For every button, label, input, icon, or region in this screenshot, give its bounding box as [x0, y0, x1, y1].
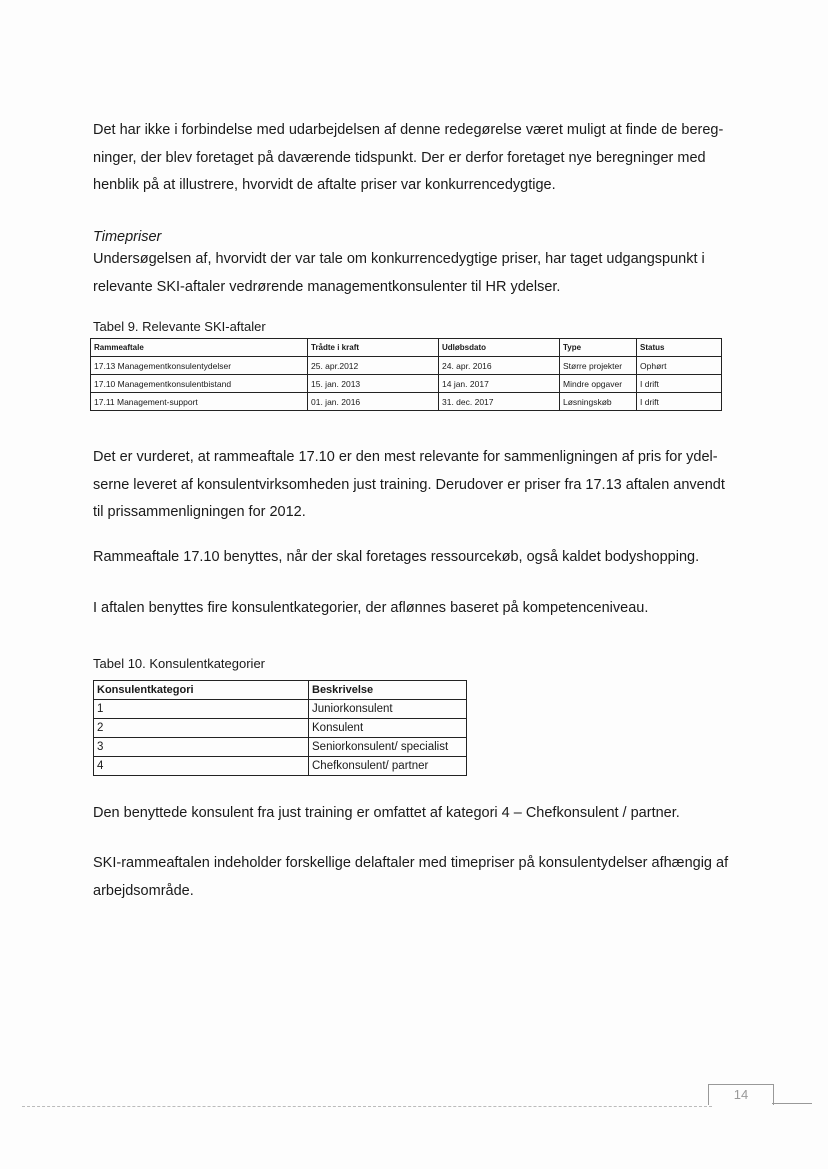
- table-cell: 15. jan. 2013: [308, 375, 439, 393]
- table-cell: Chefkonsulent/ partner: [309, 757, 467, 776]
- table-row: [91, 393, 722, 411]
- framework-paragraph: Rammeaftale 17.10 benyttes, når der skal foretages ressourcekøb, også kaldet bodyshopping.: [93, 549, 700, 565]
- table-row: [94, 757, 467, 776]
- table-cell: 3: [94, 738, 309, 757]
- agreement-paragraph: SKI-rammeaftalen indeholder forskellige delaftaler med timepriser på konsulentydelser afhængig af arbejdsområde.: [93, 855, 729, 899]
- footer-divider: [22, 1106, 712, 1107]
- column-header: Beskrivelse: [309, 681, 467, 700]
- table-cell: 1: [94, 700, 309, 719]
- table9-caption: Tabel 9. Relevante SKI-aftaler: [93, 319, 266, 334]
- table-cell: Ophørt: [637, 357, 722, 375]
- consultant-paragraph: Den benyttede konsulent fra just training er omfattet af kategori 4 – Chefkonsulent / partner.: [93, 805, 680, 821]
- table-row: [94, 700, 467, 719]
- column-header: Udløbsdato: [439, 339, 560, 357]
- column-header: Rammeaftale: [91, 339, 308, 357]
- table-cell: Konsulent: [309, 719, 467, 738]
- intro-paragraph: Det har ikke i forbindelse med udarbejdelsen af denne redegørelse været muligt at finde de bereg-ninger, der blev foretaget på daværende tidspunkt. Der er derfor foretaget nye beregninger med henblik på at illustrere, hvorvidt de aftalte priser var konkurrencedygtige.: [93, 122, 724, 193]
- column-header: Trådte i kraft: [308, 339, 439, 357]
- table-cell: 17.13 Managementkonsulentydelser: [91, 357, 308, 375]
- table-cell: 17.11 Management-support: [91, 393, 308, 411]
- ski-agreements-table: [90, 338, 722, 411]
- categories-paragraph: I aftalen benyttes fire konsulentkategorier, der aflønnes baseret på kompetenceniveau.: [93, 600, 649, 616]
- table-cell: 4: [94, 757, 309, 776]
- table-cell: Større projekter: [560, 357, 637, 375]
- table-row: [91, 375, 722, 393]
- page-number: 14: [708, 1084, 774, 1105]
- table-header-row: [94, 681, 467, 700]
- column-header: Type: [560, 339, 637, 357]
- table-cell: 31. dec. 2017: [439, 393, 560, 411]
- table-cell: 2: [94, 719, 309, 738]
- method-paragraph: Undersøgelsen af, hvorvidt der var tale om konkurrencedygtige priser, har taget udgangspunkt i relevante SKI-aftaler vedrørende managementkonsulenter til HR ydelser.: [93, 251, 705, 295]
- column-header: Konsulentkategori: [94, 681, 309, 700]
- table-cell: Juniorkonsulent: [309, 700, 467, 719]
- table-cell: Løsningskøb: [560, 393, 637, 411]
- section-heading-timepriser: Timepriser: [93, 229, 162, 245]
- table-row: [94, 738, 467, 757]
- assessment-paragraph: Det er vurderet, at rammeaftale 17.10 er den mest relevante for sammenligningen af pris for ydel-serne leveret af konsulentvirksomheden just training. Derudover er priser fra 17.13 aftalen anvendt til prissammenligningen for 2012.: [93, 449, 725, 520]
- table-cell: I drift: [637, 375, 722, 393]
- table-row: [91, 357, 722, 375]
- table-cell: 24. apr. 2016: [439, 357, 560, 375]
- consultant-categories-table: [93, 680, 467, 776]
- table-cell: Mindre opgaver: [560, 375, 637, 393]
- table-cell: 14 jan. 2017: [439, 375, 560, 393]
- table-cell: Seniorkonsulent/ specialist: [309, 738, 467, 757]
- footer-divider-right: [772, 1103, 812, 1104]
- table-cell: 17.10 Managementkonsulentbistand: [91, 375, 308, 393]
- table-row: [94, 719, 467, 738]
- table-header-row: [91, 339, 722, 357]
- table10-caption: Tabel 10. Konsulentkategorier: [93, 656, 266, 671]
- table-cell: I drift: [637, 393, 722, 411]
- column-header: Status: [637, 339, 722, 357]
- table-cell: 25. apr.2012: [308, 357, 439, 375]
- table-cell: 01. jan. 2016: [308, 393, 439, 411]
